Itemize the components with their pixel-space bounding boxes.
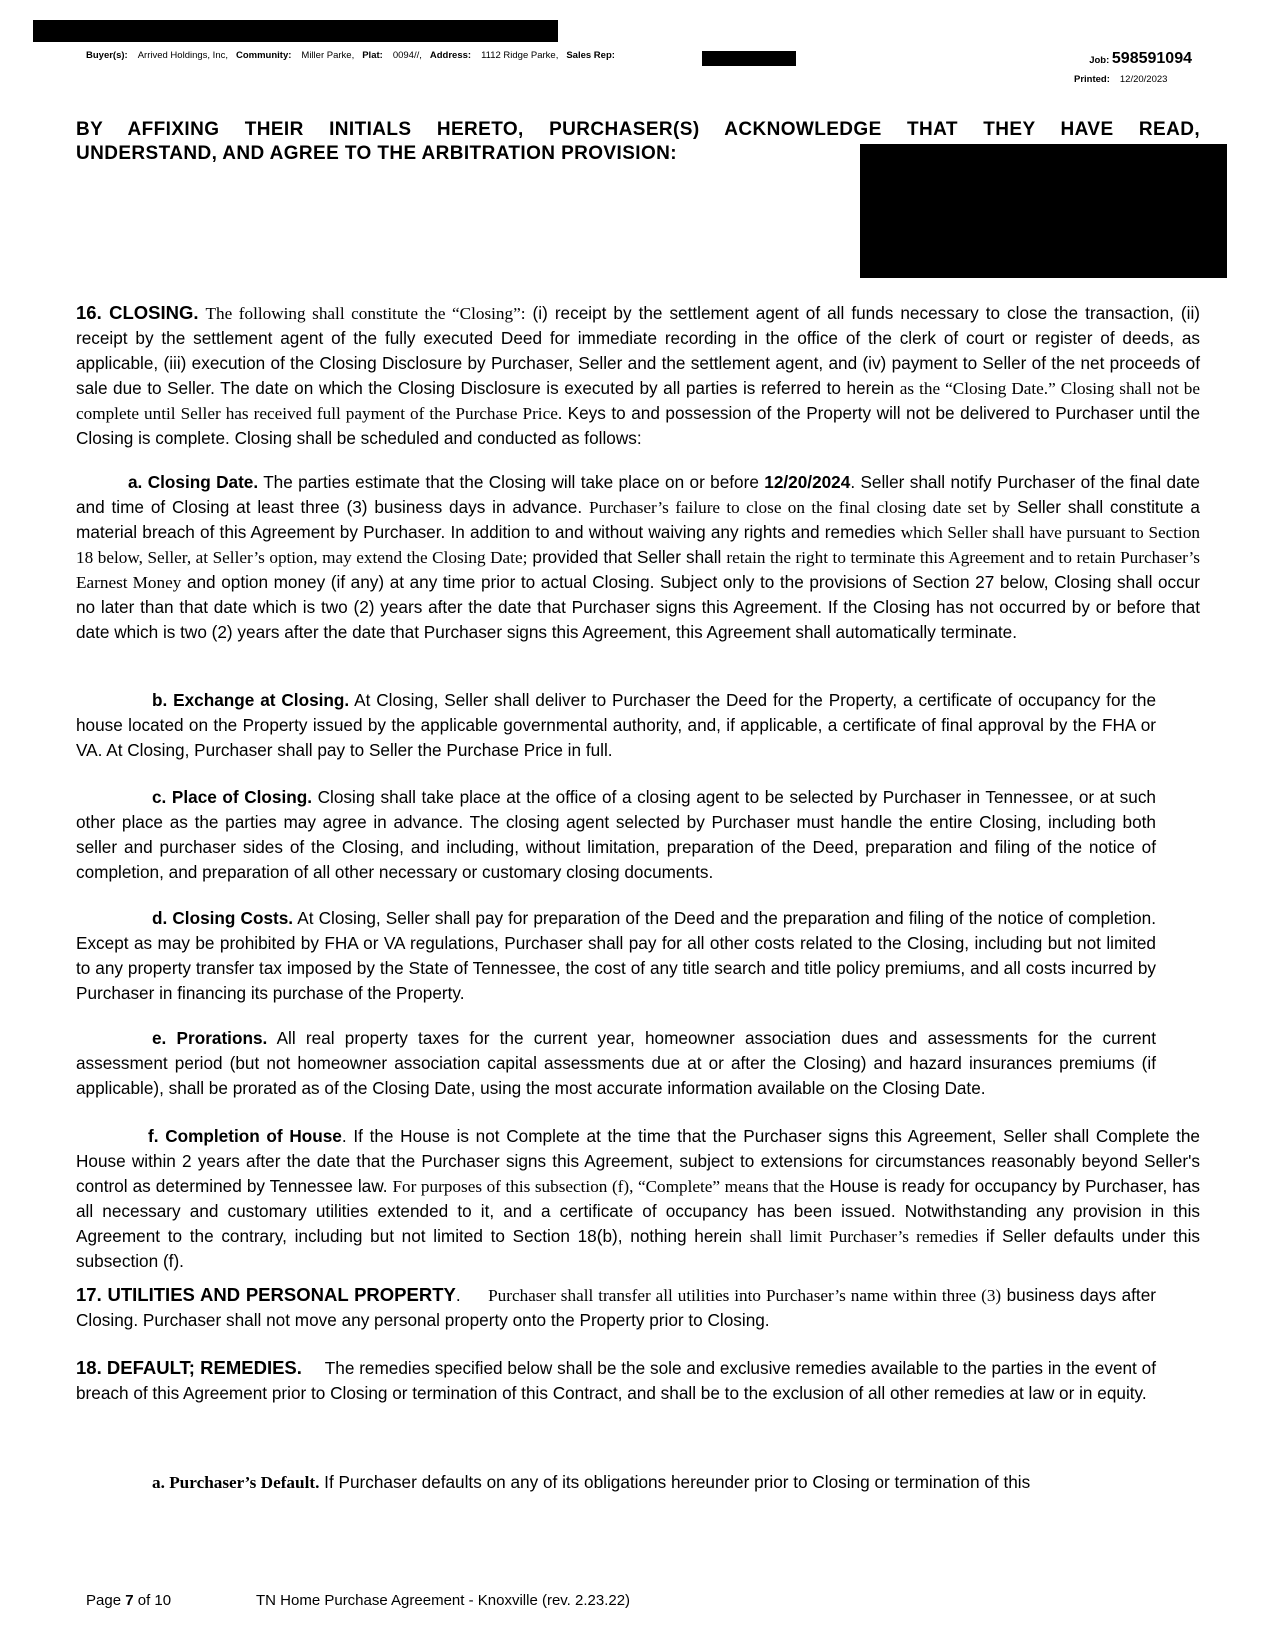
section-16d-text: At Closing, Seller shall pay for preparation of the Deed and the preparation and filing of the notice of completion. Except as may be prohibited by FHA or VA regulations, Purchaser shall pay for all other costs related to the Closing, including but not limited to any property transfer tax imposed by the State of Tennessee, the cost of any title search and title policy premiums, and all costs incurred by Purchaser in financing its purchase of the Property. [76, 908, 1156, 1003]
section-18-text: The remedies specified below shall be the sole and exclusive remedies available to the parties in the event of breach of this Agreement prior to Closing or termination of this Contract, and shall be to the exclusion of all other remedies at law or in equity. [76, 1358, 1156, 1403]
closing-date-value: 12/20/2024 [764, 472, 851, 492]
sales-rep-redaction [702, 51, 796, 66]
section-16e-heading: e. Prorations. [152, 1028, 268, 1048]
section-16a-text-2: . Seller shall notify Purchaser of the final date and time of Closing at least three (3) business days in advance. [76, 472, 1200, 517]
job-label: Job: [1089, 55, 1110, 66]
section-16b-text: At Closing, Seller shall deliver to Purchaser the Deed for the Property, a certificate of occupancy for the house located on the Property issued by the applicable governmental authority, and, if applicable, a certificate of final approval by the FHA or VA. At Closing, Purchaser shall pay to Seller the Purchase Price in full. [76, 690, 1157, 760]
section-16b-heading: b. Exchange at Closing. [152, 690, 350, 710]
buyer-value: Arrived Holdings, Inc, [137, 50, 228, 61]
page-prefix: Page [86, 1592, 122, 1609]
section-16a-serif: Purchaser’s failure to close on the final closing date set by [588, 498, 1011, 517]
address-label: Address: [429, 50, 472, 61]
section-17-text: business days after Closing. Purchaser shall not move any personal property onto the Property prior to Closing. [76, 1285, 1156, 1330]
section-16b-exchange [76, 688, 1156, 763]
page-current: 7 [125, 1592, 134, 1609]
redaction-bar-top [33, 20, 558, 42]
community-label: Community: [236, 50, 292, 61]
section-16-heading: 16. CLOSING. [76, 302, 199, 323]
section-16a-serif-2: which Seller shall have pursuant to Section 18 below, Seller, at Seller’s option, may extend the Closing Date; [76, 523, 1201, 567]
section-17-heading-dot: . [455, 1285, 461, 1305]
section-16-intro [76, 300, 1200, 451]
printed-label: Printed: [1074, 74, 1110, 85]
section-16a-text-5: and option money (if any) at any time prior to actual Closing. Subject only to the provisions of Section 27 below, Closing shall occur no later than that date which is two (2) years after the date that Purchaser signs this Agreement. If the Closing has not occurred by or before that date which is two (2) years after the date that Purchaser signs this Agreement, this Agreement shall automatically terminate. [76, 572, 1201, 642]
section-16a-text-1: The parties estimate that the Closing will take place on or before [263, 472, 759, 492]
section-16f-text-1: . If the House is not Complete at the time that the Purchaser signs this Agreement, Seller shall Complete the House within 2 years after the date that the Purchaser signs this Agreement, subject to extensions for circumstances reasonably beyond Seller's control as determined by Tennessee law. [76, 1126, 1200, 1196]
printed-date: 12/20/2023 [1119, 74, 1168, 85]
section-16a-text-3: Seller shall constitute a material breach of this Agreement by Purchaser. In addition to and without waiving any rights and remedies [76, 497, 1200, 542]
section-17-heading: 17. UTILITIES AND PERSONAL PROPERTY [76, 1284, 456, 1305]
page-total: 10 [154, 1592, 172, 1609]
page-number [86, 1592, 171, 1609]
section-16f-serif: For purposes of this subsection (f), “Complete” means that the [392, 1177, 825, 1196]
section-17-utilities [76, 1282, 1156, 1333]
plat-value: 0094//, [392, 50, 422, 61]
section-16f-text-2: House is ready for occupancy by Purchaser, has all necessary and customary utilities extended to it, and a certificate of occupancy has been issued. Notwithstanding any provision in this Agreement to the contrary, including but not limited to Section 18(b), nothing herein [76, 1176, 1200, 1246]
section-16c-text: Closing shall take place at the office of a closing agent to be selected by Purchaser in Tennessee, or at such other place as the parties may agree in advance. The closing agent selected by Purchaser must handle the entire Closing, including both seller and purchaser sides of the Closing, and including, without limitation, preparation of the Deed, preparation and filing of the notice of completion, and preparation of all other necessary or customary closing documents. [76, 787, 1156, 882]
document-title: TN Home Purchase Agreement - Knoxville (rev. 2.23.22) [256, 1592, 631, 1609]
section-16e-prorations [76, 1026, 1156, 1101]
section-16c-place [76, 785, 1156, 885]
acknowledgement-line-2: UNDERSTAND, AND AGREE TO THE ARBITRATION PROVISION: [76, 143, 677, 164]
buyer-info-line [86, 50, 615, 61]
section-18a-heading: a. Purchaser’s Default. [152, 1473, 320, 1492]
printed-date-block [1074, 74, 1167, 85]
section-16d-costs [76, 906, 1156, 1006]
section-18a-purchaser-default [76, 1470, 1156, 1495]
section-18-heading: 18. DEFAULT; REMEDIES. [76, 1357, 302, 1378]
section-16-intro-serif-2: as the “Closing Date.” Closing shall not be complete until Seller has received full payment of the Purchase Price. [76, 379, 1200, 423]
job-number-block [1089, 50, 1192, 68]
section-16d-heading: d. Closing Costs. [152, 908, 294, 928]
community-value: Miller Parke, [301, 50, 355, 61]
section-16a-heading: a. Closing Date. [128, 472, 259, 492]
section-17-serif: Purchaser shall transfer all utilities into Purchaser’s name within three (3) [488, 1286, 1002, 1305]
sales-rep-label: Sales Rep: [566, 50, 615, 61]
section-16-intro-serif: The following shall constitute the “Closing”: [205, 304, 526, 323]
buyer-label: Buyer(s): [86, 50, 128, 61]
section-18-default [76, 1355, 1156, 1406]
section-16a-text-4: provided that Seller shall [532, 547, 722, 567]
initials-redaction [860, 144, 1227, 278]
page-of: of [137, 1592, 151, 1609]
section-16f-serif-2: shall limit Purchaser’s remedies [749, 1227, 979, 1246]
section-16e-text: All real property taxes for the current year, homeowner association dues and assessments for the current assessment period (but not homeowner association capital assessments due at or after the Closing) and hazard insurances premiums (if applicable), shall be prorated as of the Closing Date, using the most accurate information available on the Closing Date. [76, 1028, 1156, 1098]
job-number: 598591094 [1111, 50, 1192, 67]
section-16f-completion [76, 1124, 1200, 1274]
section-16f-heading: f. Completion of House [148, 1126, 342, 1146]
address-value: 1112 Ridge Parke, [481, 50, 559, 61]
section-16-intro-text: (i) receipt by the settlement agent of all funds necessary to close the transaction, (ii) receipt by the settlement agent of the fully executed Deed for immediate recording in the office of the clerk of court or register of deeds, as applicable, (iii) execution of the Closing Disclosure by Purchaser, Seller and the settlement agent, and (iv) payment to Seller of the net proceeds of sale due to Seller. The date on which the Closing Disclosure is executed by all parties is referred to herein [76, 303, 1201, 398]
section-18a-text: If Purchaser defaults on any of its obligations hereunder prior to Closing or termination of this [324, 1472, 1031, 1492]
section-16-intro-end: Keys to and possession of the Property will not be delivered to Purchaser until the Closing is complete. Closing shall be scheduled and conducted as follows: [76, 403, 1201, 448]
acknowledgement-line-1: BY AFFIXING THEIR INITIALS HERETO, PURCHASER(S) ACKNOWLEDGE THAT THEY HAVE READ, [76, 119, 1200, 140]
section-16c-heading: c. Place of Closing. [152, 787, 313, 807]
section-16a-serif-3: retain the right to terminate this Agreement and to retain Purchaser’s Earnest Money [76, 548, 1200, 592]
section-16a-closing-date [76, 470, 1200, 645]
section-16f-text-3: if Seller defaults under this subsection (f). [76, 1226, 1201, 1271]
plat-label: Plat: [362, 50, 383, 61]
